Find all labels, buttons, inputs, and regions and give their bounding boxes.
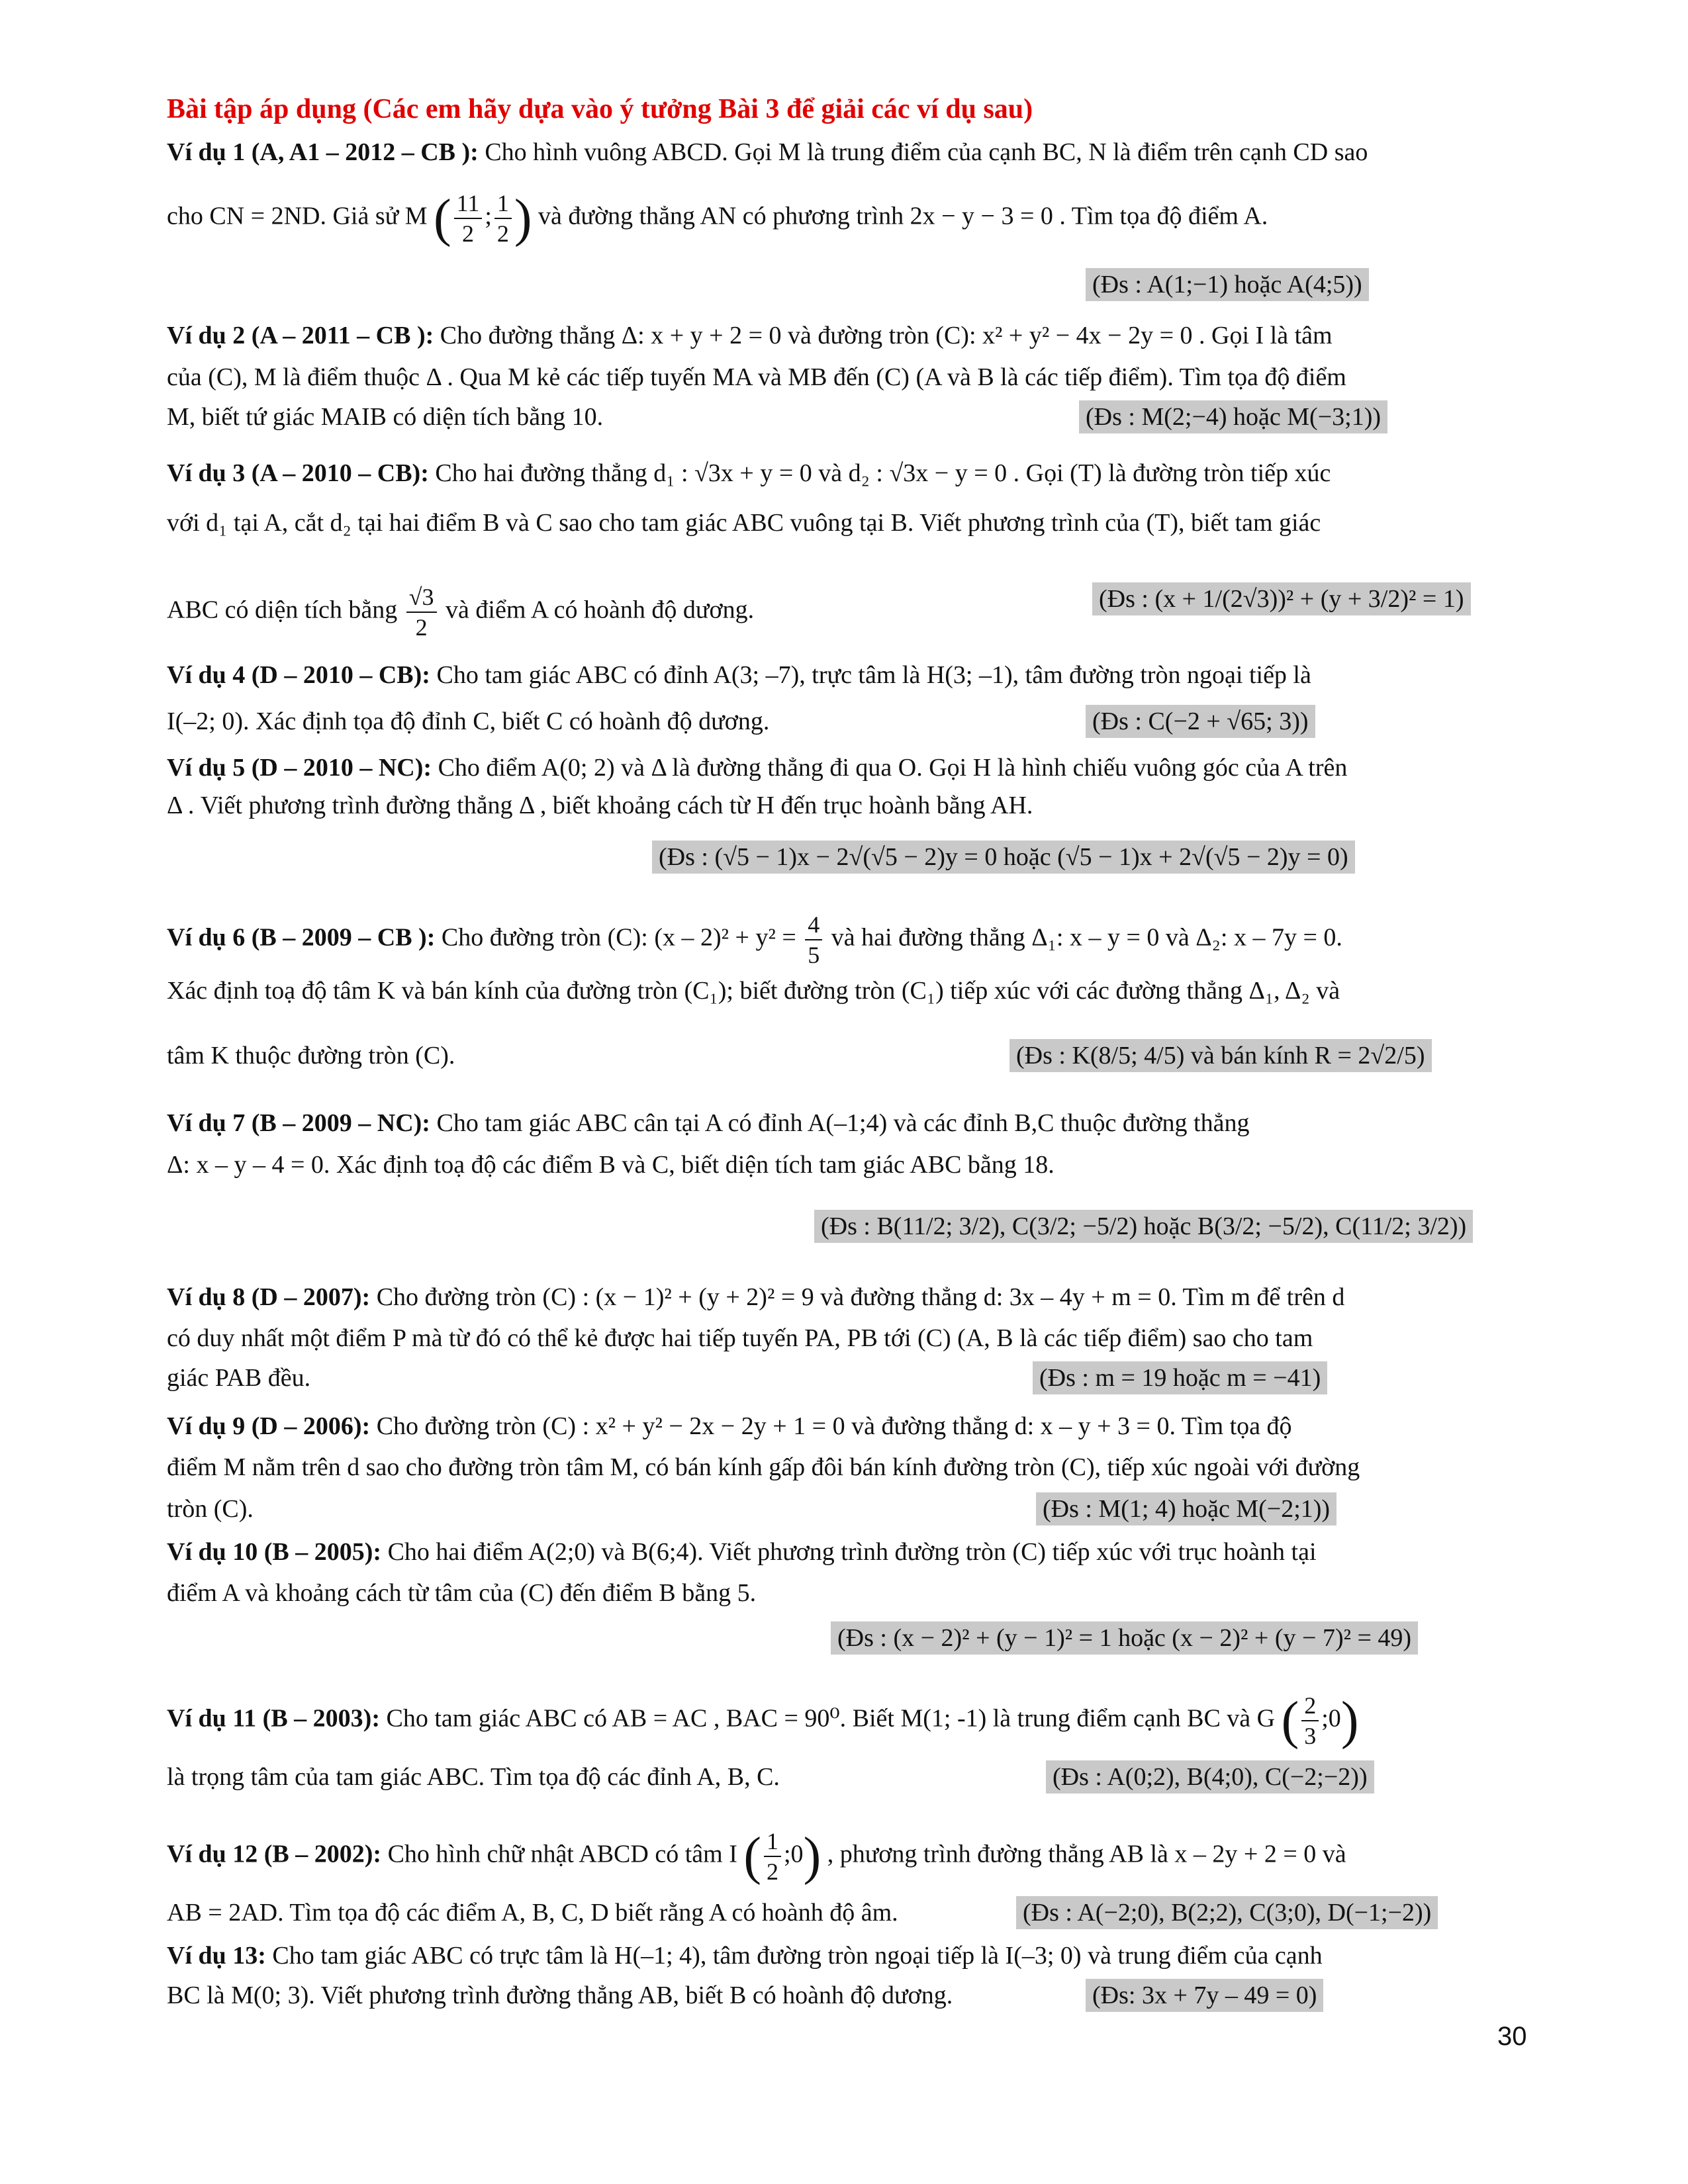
example-9-label: Ví dụ 9 (D – 2006): <box>167 1412 371 1440</box>
example-6-answer: (Đs : K(8/5; 4/5) và bán kính R = 2√2/5) <box>1009 1039 1432 1072</box>
example-3-line-1: Ví dụ 3 (A – 2010 – CB): Cho hai đường thẳng d₁ : √3x + y = 0 và d₂ : √3x − y = 0 . Gọi (T) là đường tròn tiếp xúc <box>167 459 1331 487</box>
page-number: 30 <box>1497 2022 1527 2051</box>
example-12-answer: (Đs : A(−2;0), B(2;2), C(3;0), D(−1;−2)) <box>1016 1896 1438 1929</box>
example-5-line-2: Δ . Viết phương trình đường thẳng Δ , biết khoảng cách từ H đến trục hoành bằng AH. <box>167 792 1033 819</box>
radius-squared-fraction: $\frac{4}{5}$ <box>805 910 822 970</box>
example-1-line-1: Ví dụ 1 (A, A1 – 2012 – CB ): Cho hình vuông ABCD. Gọi M là trung điểm của cạnh BC, N là điểm trên cạnh CD sao <box>167 138 1368 166</box>
example-3-label: Ví dụ 3 (A – 2010 – CB): <box>167 459 429 487</box>
example-4-line-1: Ví dụ 4 (D – 2010 – CB): Cho tam giác ABC có đỉnh A(3; –7), trực tâm là H(3; –1), tâm đường tròn ngoại tiếp là <box>167 661 1311 689</box>
example-10-label: Ví dụ 10 (B – 2005): <box>167 1538 382 1566</box>
example-9-line-2: điểm M nằm trên d sao cho đường tròn tâm M, có bán kính gấp đôi bán kính đường tròn (C), tiếp xúc ngoài với đường <box>167 1453 1360 1481</box>
example-3-answer: (Đs : (x + 1/(2√3))² + (y + 3/2)² = 1) <box>1092 582 1471 615</box>
example-6-label: Ví dụ 6 (B – 2009 – CB ): <box>167 923 436 952</box>
example-3-line-2: với d₁ tại A, cắt d₂ tại hai điểm B và C sao cho tam giác ABC vuông tại B. Viết phương trình của (T), biết tam giác <box>167 509 1321 537</box>
example-1-line-2: cho CN = 2ND. Giả sử M ( $\frac{11}{2}$ ; $\frac{1}{2}$ ) và đường thẳng AN có phương trình 2x − y − 3 = 0 . Tìm tọa độ điểm A. <box>167 189 1268 248</box>
example-13-label: Ví dụ 13: <box>167 1942 266 1970</box>
example-11-line-1: Ví dụ 11 (B – 2003): Cho tam giác ABC có AB = AC , BAC = 90⁰. Biết M(1; -1) là trung điểm cạnh BC và G ( $\frac{2}{3}$ ;0) <box>167 1692 1359 1750</box>
example-4-answer: (Đs : C(−2 + √65; 3)) <box>1086 705 1315 738</box>
example-4-line-2: I(–2; 0). Xác định tọa độ đỉnh C, biết C có hoành độ dương. <box>167 707 770 735</box>
example-9-line-1: Ví dụ 9 (D – 2006): Cho đường tròn (C) : x² + y² − 2x − 2y + 1 = 0 và đường thẳng d: x – y + 3 = 0. Tìm tọa độ <box>167 1412 1292 1440</box>
example-12-label: Ví dụ 12 (B – 2002): <box>167 1840 382 1868</box>
example-6-line-2: Xác định toạ độ tâm K và bán kính của đường tròn (C₁); biết đường tròn (C₁) tiếp xúc với các đường thẳng Δ₁, Δ₂ và <box>167 977 1340 1005</box>
point-m-x-fraction: $\frac{11}{2}$ <box>454 189 483 248</box>
example-10-answer: (Đs : (x − 2)² + (y − 1)² = 1 hoặc (x − 2)² + (y − 7)² = 49) <box>831 1621 1418 1655</box>
example-3-line-3: ABC có diện tích bằng $\frac{√3}{2}$ và điểm A có hoành độ dương. <box>167 584 755 641</box>
example-1-answer: (Đs : A(1;−1) hoặc A(4;5)) <box>1086 268 1369 301</box>
example-2-label: Ví dụ 2 (A – 2011 – CB ): <box>167 322 434 349</box>
example-10-line-1: Ví dụ 10 (B – 2005): Cho hai điểm A(2;0) và B(6;4). Viết phương trình đường tròn (C) tiếp xúc với trục hoành tại <box>167 1538 1317 1566</box>
example-6-line-1: Ví dụ 6 (B – 2009 – CB ): Cho đường tròn (C): (x – 2)² + y² = $\frac{4}{5}$ và hai đường thẳng Δ₁: x – y = 0 và Δ₂: x – 7y = 0. <box>167 911 1342 968</box>
example-12-line-2: AB = 2AD. Tìm tọa độ các điểm A, B, C, D biết rằng A có hoành độ âm. <box>167 1899 898 1927</box>
example-8-label: Ví dụ 8 (D – 2007): <box>167 1283 371 1311</box>
section-heading: Bài tập áp dụng (Các em hãy dựa vào ý tưởng Bài 3 để giải các ví dụ sau) <box>167 94 1033 124</box>
center-x-fraction: $\frac{1}{2}$ <box>764 1827 781 1886</box>
example-11-answer: (Đs : A(0;2), B(4;0), C(−2;−2)) <box>1046 1760 1374 1794</box>
example-5-line-1: Ví dụ 5 (D – 2010 – NC): Cho điểm A(0; 2) và Δ là đường thẳng đi qua O. Gọi H là hình chiếu vuông góc của A trên <box>167 754 1348 782</box>
example-5-label: Ví dụ 5 (D – 2010 – NC): <box>167 754 432 782</box>
example-8-answer: (Đs : m = 19 hoặc m = −41) <box>1033 1361 1327 1394</box>
point-m-y-fraction: $\frac{1}{2}$ <box>494 189 512 248</box>
example-2-line-3: M, biết tứ giác MAIB có diện tích bằng 10. <box>167 403 604 431</box>
area-fraction: $\frac{√3}{2}$ <box>406 582 437 642</box>
example-2-line-2: của (C), M là điểm thuộc Δ . Qua M kẻ các tiếp tuyến MA và MB đến (C) (A và B là các tiếp điểm). Tìm tọa độ điểm <box>167 363 1346 391</box>
centroid-x-fraction: $\frac{2}{3}$ <box>1301 1691 1319 1751</box>
example-8-line-1: Ví dụ 8 (D – 2007): Cho đường tròn (C) : (x − 1)² + (y + 2)² = 9 và đường thẳng d: 3x – 4y + m = 0. Tìm m để trên d <box>167 1283 1345 1311</box>
example-9-line-3: tròn (C). <box>167 1495 254 1523</box>
example-6-line-3: tâm K thuộc đường tròn (C). <box>167 1042 455 1069</box>
example-11-label: Ví dụ 11 (B – 2003): <box>167 1704 380 1733</box>
example-8-line-3: giác PAB đều. <box>167 1364 311 1392</box>
example-13-line-1: Ví dụ 13: Cho tam giác ABC có trực tâm là H(–1; 4), tâm đường tròn ngoại tiếp là I(–3; 0) và trung điểm của cạnh <box>167 1942 1323 1970</box>
example-7-line-1: Ví dụ 7 (B – 2009 – NC): Cho tam giác ABC cân tại A có đỉnh A(–1;4) và các đỉnh B,C thuộc đường thẳng <box>167 1109 1250 1137</box>
example-11-line-2: là trọng tâm của tam giác ABC. Tìm tọa độ các đỉnh A, B, C. <box>167 1763 780 1791</box>
example-12-line-1: Ví dụ 12 (B – 2002): Cho hình chữ nhật ABCD có tâm I ( $\frac{1}{2}$ ;0) , phương trình đường thẳng AB là x – 2y + 2 = 0 và <box>167 1827 1346 1886</box>
example-13-answer: (Đs: 3x + 7y – 49 = 0) <box>1086 1979 1323 2012</box>
example-7-line-2: Δ: x – y – 4 = 0. Xác định toạ độ các điểm B và C, biết diện tích tam giác ABC bằng 18. <box>167 1151 1055 1179</box>
example-13-line-2: BC là M(0; 3). Viết phương trình đường thẳng AB, biết B có hoành độ dương. <box>167 1981 953 2009</box>
example-7-label: Ví dụ 7 (B – 2009 – NC): <box>167 1109 430 1137</box>
example-8-line-2: có duy nhất một điểm P mà từ đó có thể kẻ được hai tiếp tuyến PA, PB tới (C) (A, B là các tiếp điểm) sao cho tam <box>167 1324 1313 1352</box>
example-9-answer: (Đs : M(1; 4) hoặc M(−2;1)) <box>1036 1492 1336 1525</box>
example-7-answer: (Đs : B(11/2; 3/2), C(3/2; −5/2) hoặc B(3/2; −5/2), C(11/2; 3/2)) <box>814 1210 1473 1243</box>
example-5-answer: (Đs : (√5 − 1)x − 2√(√5 − 2)y = 0 hoặc (√5 − 1)x + 2√(√5 − 2)y = 0) <box>652 841 1355 874</box>
example-10-line-2: điểm A và khoảng cách từ tâm của (C) đến điểm B bằng 5. <box>167 1579 757 1607</box>
example-2-answer: (Đs : M(2;−4) hoặc M(−3;1)) <box>1079 400 1387 433</box>
example-1-label: Ví dụ 1 (A, A1 – 2012 – CB ): <box>167 138 479 166</box>
example-4-label: Ví dụ 4 (D – 2010 – CB): <box>167 661 430 689</box>
example-2-line-1: Ví dụ 2 (A – 2011 – CB ): Cho đường thẳng Δ: x + y + 2 = 0 và đường tròn (C): x² + y² − 4x − 2y = 0 . Gọi I là tâm <box>167 322 1333 349</box>
